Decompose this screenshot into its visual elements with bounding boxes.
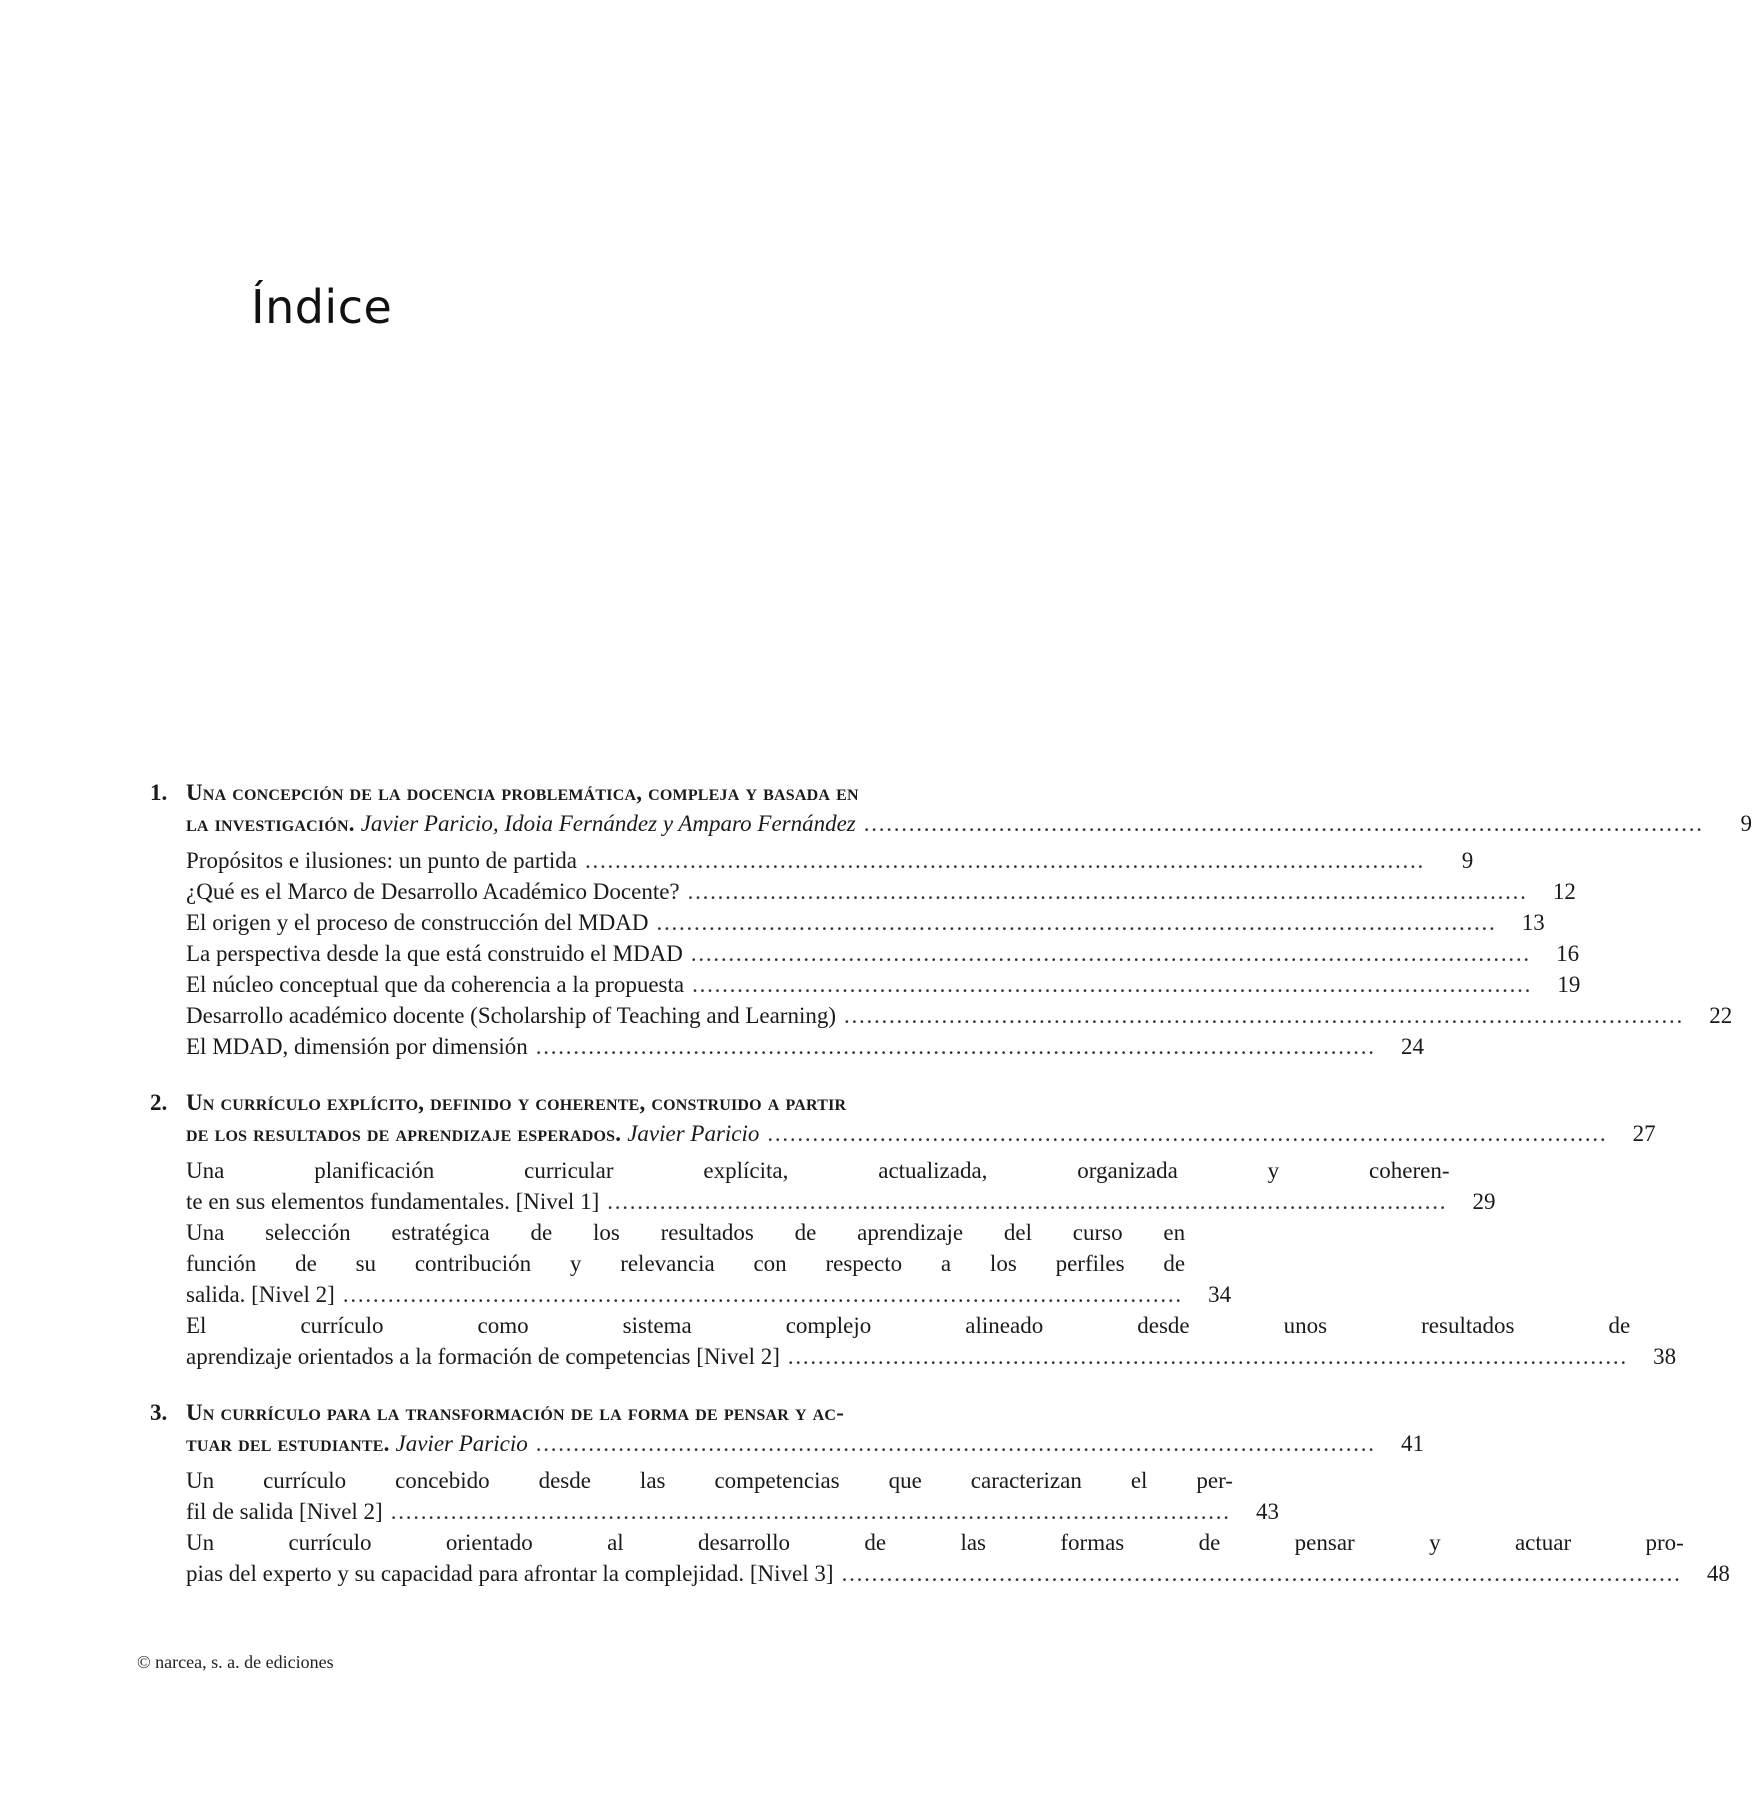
entry-title-line: ¿Qué es el Marco de Desarrollo Académico Docente? — [186, 879, 680, 904]
toc-chapter — [150, 1397, 1730, 1589]
entry-title-line: El origen y el proceso de construcción del MDAD — [186, 910, 649, 935]
table-of-contents — [150, 777, 1752, 1614]
entry-title-line: Desarrollo académico docente (Scholarship of Teaching and Learning) — [186, 1003, 837, 1028]
leader-dots — [536, 1428, 1372, 1459]
chapter-heading[interactable] — [150, 1087, 1656, 1149]
chapter-author: Javier Paricio, Idoia Fernández y Amparo Fernández — [360, 811, 856, 836]
entry-title-line: La perspectiva desde la que está construido el MDAD — [186, 941, 683, 966]
page-number: 22 — [1709, 1003, 1733, 1028]
entry-title-line: pias del experto y su capacidad para afrontar la complejidad. [Nivel 3] — [186, 1561, 834, 1586]
chapter-heading[interactable] — [150, 777, 1752, 839]
chapter-number: 3. — [150, 1400, 168, 1425]
entry-title-line: salida. [Nivel 2] — [186, 1282, 335, 1307]
toc-entry[interactable] — [186, 1310, 1677, 1372]
chapter-title-line: Un currículo para la transformación de la forma de pensar y ac- — [186, 1400, 845, 1425]
toc-entry[interactable] — [186, 969, 1581, 1000]
chapter-title-line: tuar del estudiante. — [186, 1431, 390, 1456]
toc-chapter — [150, 777, 1752, 1062]
entry-title-line: Propósitos e ilusiones: un punto de partida — [186, 848, 577, 873]
entry-title-line: Una selección estratégica de los resultados de aprendizaje del curso en — [186, 1220, 1186, 1245]
leader-dots — [788, 1341, 1624, 1372]
toc-chapter — [150, 1087, 1677, 1372]
copyright-footer: © narcea, s. a. de ediciones — [137, 1652, 334, 1672]
page-number: 43 — [1255, 1499, 1279, 1524]
entry-title-line: Una planificación curricular explícita, actualizada, organizada y coheren- — [186, 1158, 1450, 1183]
toc-entry[interactable] — [186, 907, 1545, 938]
chapter-author: Javier Paricio — [627, 1121, 760, 1146]
entry-title-line: fil de salida [Nivel 2] — [186, 1499, 383, 1524]
entry-title-line: Un currículo concebido desde las competencias que caracterizan el per- — [186, 1468, 1233, 1493]
page-number: 9 — [1461, 848, 1474, 873]
toc-entry[interactable] — [186, 845, 1474, 876]
page-title: Índice — [251, 280, 393, 334]
page-number: 34 — [1208, 1282, 1232, 1307]
page-number: 13 — [1521, 910, 1545, 935]
page-number: 24 — [1401, 1034, 1425, 1059]
entry-title-line: Un currículo orientado al desarrollo de las formas de pensar y actuar pro- — [186, 1530, 1684, 1555]
chapter-title-line: de los resultados de aprendizaje esperados. — [186, 1121, 622, 1146]
toc-entry[interactable] — [186, 938, 1580, 969]
page-number: 38 — [1653, 1344, 1677, 1369]
entry-title-line: función de su contribución y relevancia con respecto a los perfiles de — [186, 1251, 1186, 1276]
toc-entry[interactable] — [186, 1527, 1730, 1589]
entry-title-line: El núcleo conceptual que da coherencia a la propuesta — [186, 972, 685, 997]
chapter-title-line: Una concepción de la docencia problemática, compleja y basada en — [186, 780, 859, 805]
leader-dots — [585, 845, 1421, 876]
page-number: 41 — [1400, 1431, 1424, 1456]
chapter-author: Javier Paricio — [395, 1431, 528, 1456]
toc-entry[interactable] — [186, 1217, 1232, 1310]
page-number: 16 — [1556, 941, 1580, 966]
page-number: 27 — [1632, 1121, 1656, 1146]
leader-dots — [844, 1000, 1680, 1031]
chapter-title-line: Un currículo explícito, definido y coherente, construido a partir — [186, 1090, 847, 1115]
chapter-title-line: la investigación. — [186, 811, 355, 836]
chapter-number: 1. — [150, 780, 168, 805]
leader-dots — [536, 1031, 1372, 1062]
page-number: 19 — [1557, 972, 1581, 997]
chapter-number: 2. — [150, 1090, 168, 1115]
entry-title-line: El currículo como sistema complejo alineado desde unos resultados de — [186, 1313, 1631, 1338]
leader-dots — [343, 1279, 1179, 1310]
leader-dots — [767, 1118, 1603, 1149]
toc-entry[interactable] — [186, 1000, 1733, 1031]
page-number: 9 — [1740, 811, 1752, 836]
entry-title-line: El MDAD, dimensión por dimensión — [186, 1034, 528, 1059]
page-number: 29 — [1472, 1189, 1496, 1214]
leader-dots — [656, 907, 1492, 938]
chapter-heading[interactable] — [150, 1397, 1424, 1459]
toc-entry[interactable] — [186, 876, 1576, 907]
leader-dots — [391, 1496, 1227, 1527]
page-number: 48 — [1706, 1561, 1730, 1586]
leader-dots — [688, 876, 1524, 907]
leader-dots — [607, 1186, 1443, 1217]
entry-title-line: aprendizaje orientados a la formación de competencias [Nivel 2] — [186, 1344, 780, 1369]
page-number: 12 — [1552, 879, 1576, 904]
toc-entry[interactable] — [186, 1465, 1279, 1527]
entry-title-line: te en sus elementos fundamentales. [Nivel 1] — [186, 1189, 600, 1214]
leader-dots — [691, 938, 1527, 969]
leader-dots — [692, 969, 1528, 1000]
toc-entry[interactable] — [186, 1155, 1496, 1217]
leader-dots — [842, 1558, 1678, 1589]
leader-dots — [864, 808, 1700, 839]
toc-entry[interactable] — [186, 1031, 1425, 1062]
